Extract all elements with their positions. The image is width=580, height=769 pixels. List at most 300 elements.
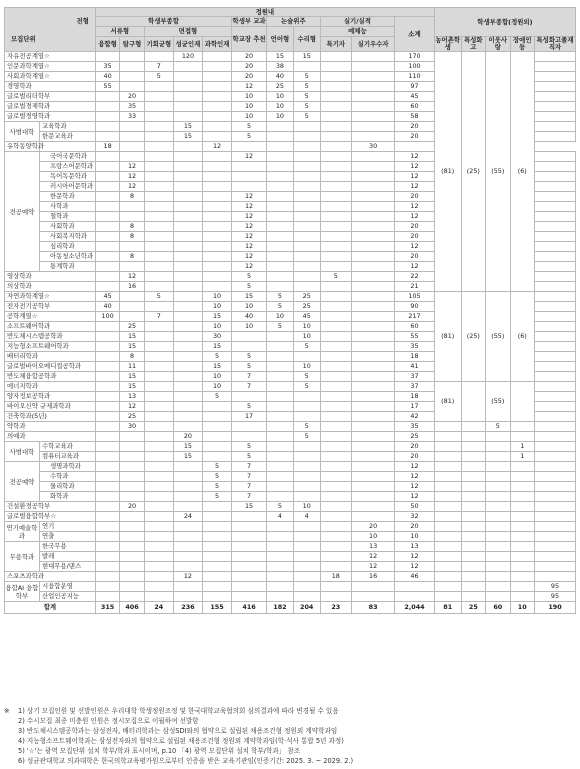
- quota-cell: [267, 252, 294, 262]
- quota-cell: [202, 192, 231, 202]
- out-quota-cell: [486, 522, 510, 532]
- out-quota-cell: [434, 482, 461, 492]
- quota-cell: [320, 322, 351, 332]
- unit-name: 소프트웨어학과: [5, 322, 96, 332]
- quota-cell: 10: [232, 302, 267, 312]
- quota-cell: [267, 132, 294, 142]
- subtotal-cell: 18: [395, 392, 435, 402]
- quota-cell: [232, 162, 267, 172]
- quota-cell: 12: [232, 252, 267, 262]
- subtotal-cell: 12: [395, 202, 435, 212]
- quota-cell: 10: [293, 362, 320, 372]
- out-quota-cell: [486, 582, 510, 592]
- subtotal-cell: 12: [395, 162, 435, 172]
- quota-cell: 7: [144, 312, 173, 322]
- table-row: [5, 562, 576, 572]
- out-quota-cell: [510, 562, 534, 572]
- quota-cell: 15: [120, 372, 144, 382]
- footnote: ※ 1) 상기 모집인원 및 선발인원은 우리대학 학생정원조정 및 한국대학교육협의회 심의결과에 따라 변경될 수 있음: [4, 707, 339, 715]
- quota-cell: [232, 562, 267, 572]
- quota-cell: [202, 592, 231, 602]
- unit-name: 심리학과: [39, 242, 95, 252]
- quota-cell: [267, 542, 294, 552]
- quota-cell: [173, 82, 202, 92]
- subtotal-cell: [395, 592, 435, 602]
- quota-cell: 10: [202, 302, 231, 312]
- quota-cell: [144, 262, 173, 272]
- total-out-cell: 25: [461, 602, 485, 614]
- quota-cell: [293, 442, 320, 452]
- header-col-science: 과학인재: [202, 37, 231, 52]
- unit-name: 산업인공지능: [39, 592, 95, 602]
- quota-cell: [352, 442, 395, 452]
- footnote: 3) 반도체시스템공학과는 삼성전자, 배터리학과는 삼성SDI와의 협약으로 설립된 채용조건형 정원외 계약학과임: [18, 727, 338, 735]
- quota-cell: [95, 562, 119, 572]
- quota-cell: [320, 82, 351, 92]
- out-quota-cell: [534, 402, 575, 412]
- quota-cell: [352, 172, 395, 182]
- unit-name: 시융합운영: [39, 582, 95, 592]
- out-quota-cell: 1: [510, 442, 534, 452]
- quota-cell: [120, 262, 144, 272]
- quota-cell: [173, 342, 202, 352]
- quota-cell: 10: [202, 322, 231, 332]
- header-col-disabled: 장애인등: [510, 37, 534, 52]
- quota-cell: 15: [173, 452, 202, 462]
- quota-cell: [144, 322, 173, 332]
- out-quota-cell: [534, 252, 575, 262]
- out-quota-cell: [434, 462, 461, 472]
- header-essay: 논술위주: [267, 17, 321, 27]
- quota-cell: [320, 112, 351, 122]
- quota-cell: 25: [120, 412, 144, 422]
- quota-cell: [293, 482, 320, 492]
- quota-cell: 15: [202, 312, 231, 322]
- quota-cell: [267, 452, 294, 462]
- out-quota-cell: [486, 452, 510, 462]
- quota-cell: [95, 362, 119, 372]
- quota-cell: [232, 142, 267, 152]
- quota-cell: [144, 582, 173, 592]
- unit-name: 경영학과: [5, 82, 96, 92]
- out-quota-cell: [486, 442, 510, 452]
- quota-cell: [144, 452, 173, 462]
- quota-cell: [352, 162, 395, 172]
- quota-cell: [173, 562, 202, 572]
- out-quota-cell: [534, 192, 575, 202]
- quota-cell: 5: [232, 362, 267, 372]
- quota-cell: [352, 92, 395, 102]
- out-quota-cell: [534, 462, 575, 472]
- unit-name: 전자전기공학부: [5, 302, 96, 312]
- header-col-math: 수리형: [293, 27, 320, 52]
- unit-name: 사회학과: [39, 222, 95, 232]
- table-row: [5, 492, 576, 502]
- out-quota-cell: [534, 172, 575, 182]
- subtotal-cell: 12: [395, 172, 435, 182]
- table-row: [5, 592, 576, 602]
- quota-cell: [232, 432, 267, 442]
- out-quota-cell: 95: [534, 592, 575, 602]
- subtotal-cell: [395, 582, 435, 592]
- quota-cell: [320, 252, 351, 262]
- out-quota-cell: [434, 472, 461, 482]
- out-quota-cell: [534, 532, 575, 542]
- quota-cell: [95, 152, 119, 162]
- out-quota-cell: [534, 82, 575, 92]
- quota-cell: 5: [293, 102, 320, 112]
- quota-cell: [352, 472, 395, 482]
- group-label: 사범대학: [5, 442, 40, 462]
- quota-cell: 5: [293, 112, 320, 122]
- out-quota-cell: [534, 152, 575, 162]
- out-quota-cell: [461, 452, 485, 462]
- out-quota-cell: [510, 502, 534, 512]
- quota-cell: [232, 552, 267, 562]
- quota-cell: 55: [95, 82, 119, 92]
- quota-cell: 30: [120, 422, 144, 432]
- header-document-type: 서류형: [95, 27, 144, 37]
- total-out-cell: 10: [510, 602, 534, 614]
- quota-cell: [144, 402, 173, 412]
- quota-cell: 5: [293, 82, 320, 92]
- out-quota-cell: [534, 392, 575, 402]
- quota-cell: [173, 242, 202, 252]
- quota-cell: [95, 132, 119, 142]
- quota-cell: 8: [120, 192, 144, 202]
- quota-cell: 12: [120, 272, 144, 282]
- quota-cell: [120, 532, 144, 542]
- quota-cell: [95, 512, 119, 522]
- header-col-practical: 실기우수자: [352, 37, 395, 52]
- quota-cell: [144, 492, 173, 502]
- out-quota-cell: [461, 552, 485, 562]
- quota-cell: [320, 532, 351, 542]
- out-quota-cell: [534, 242, 575, 252]
- out-quota-cell: [534, 542, 575, 552]
- quota-cell: [320, 222, 351, 232]
- quota-cell: [267, 172, 294, 182]
- quota-cell: 7: [232, 382, 267, 392]
- quota-cell: [173, 202, 202, 212]
- subtotal-cell: 37: [395, 382, 435, 392]
- header-subtotal: 소계: [395, 17, 435, 52]
- quota-cell: 45: [293, 312, 320, 322]
- quota-cell: [267, 332, 294, 342]
- quota-cell: [352, 52, 395, 62]
- quota-cell: [144, 92, 173, 102]
- quota-cell: 12: [352, 562, 395, 572]
- quota-cell: [232, 182, 267, 192]
- quota-cell: 8: [120, 232, 144, 242]
- header-col-fusion: 융합형: [95, 37, 119, 52]
- quota-cell: [352, 282, 395, 292]
- quota-cell: 5: [267, 292, 294, 302]
- quota-cell: [352, 72, 395, 82]
- quota-cell: [232, 582, 267, 592]
- out-quota-cell: [534, 362, 575, 372]
- quota-cell: [293, 192, 320, 202]
- quota-cell: [120, 492, 144, 502]
- quota-cell: [267, 532, 294, 542]
- footnote: 6) 성균관대학교 의과대학은 한국의학교육평가원으로부터 인증을 받은 교육기관임(인증기간: 2025. 3. ~ 2029. 2.): [18, 757, 354, 765]
- out-quota-cell: [510, 482, 534, 492]
- out-quota-cell: [534, 292, 575, 302]
- quota-cell: [293, 402, 320, 412]
- quota-cell: [144, 332, 173, 342]
- quota-cell: [352, 502, 395, 512]
- out-quota-cell: [510, 522, 534, 532]
- quota-cell: 5: [293, 432, 320, 442]
- out-quota-cell: [461, 502, 485, 512]
- subtotal-cell: 55: [395, 332, 435, 342]
- quota-cell: 25: [293, 292, 320, 302]
- quota-cell: [293, 222, 320, 232]
- quota-cell: [320, 52, 351, 62]
- quota-cell: [120, 302, 144, 312]
- quota-cell: 7: [232, 462, 267, 472]
- quota-cell: [144, 532, 173, 542]
- quota-cell: [95, 202, 119, 212]
- quota-cell: [173, 382, 202, 392]
- out-quota-cell: [534, 452, 575, 462]
- header-col-language: 언어형: [267, 27, 294, 52]
- subtotal-cell: 110: [395, 72, 435, 82]
- quota-cell: 10: [202, 382, 231, 392]
- quota-cell: [173, 492, 202, 502]
- unit-name: 자연과학계열☆: [5, 292, 96, 302]
- quota-cell: [173, 262, 202, 272]
- quota-cell: [173, 552, 202, 562]
- quota-cell: [320, 102, 351, 112]
- quota-cell: 8: [120, 352, 144, 362]
- out-quota-cell: [534, 182, 575, 192]
- quota-cell: [293, 162, 320, 172]
- quota-cell: 35: [120, 102, 144, 112]
- quota-cell: [267, 592, 294, 602]
- subtotal-cell: 30: [352, 142, 395, 152]
- quota-cell: [202, 82, 231, 92]
- unit-name: 수학교육과: [39, 442, 95, 452]
- quota-cell: 15: [232, 292, 267, 302]
- quota-cell: [352, 242, 395, 252]
- quota-cell: [293, 472, 320, 482]
- table-row: [5, 452, 576, 462]
- quota-cell: 5: [293, 342, 320, 352]
- quota-cell: [144, 252, 173, 262]
- quota-cell: [202, 432, 231, 442]
- quota-cell: [267, 492, 294, 502]
- quota-cell: [352, 422, 395, 432]
- quota-cell: [144, 482, 173, 492]
- header-col-balance: 기회균형: [144, 37, 173, 52]
- quota-cell: [144, 282, 173, 292]
- quota-cell: [144, 442, 173, 452]
- out-quota-cell: [461, 462, 485, 472]
- table-row: [5, 572, 576, 582]
- out-quota-cell: [434, 582, 461, 592]
- quota-cell: [352, 492, 395, 502]
- quota-cell: [173, 222, 202, 232]
- out-quota-cell: [534, 112, 575, 122]
- header-type-label: 전형: [76, 16, 89, 25]
- quota-cell: 100: [95, 312, 119, 322]
- unit-name: 반도체시스템공학과: [5, 332, 96, 342]
- quota-cell: [95, 332, 119, 342]
- quota-cell: [320, 172, 351, 182]
- table-row: [5, 522, 576, 532]
- quota-cell: [173, 312, 202, 322]
- quota-cell: 5: [202, 352, 231, 362]
- admission-table: [4, 7, 576, 614]
- quota-cell: [320, 492, 351, 502]
- unit-name: 한국무용: [39, 542, 95, 552]
- out-quota-cell: [486, 502, 510, 512]
- unit-name: 건축학과(5년): [5, 412, 96, 422]
- unit-name: 생명과학과: [39, 462, 95, 472]
- unit-name: 스포츠과학과: [5, 572, 96, 582]
- quota-cell: [352, 302, 395, 312]
- quota-cell: [352, 182, 395, 192]
- quota-cell: 12: [232, 202, 267, 212]
- quota-cell: [320, 472, 351, 482]
- quota-cell: [320, 432, 351, 442]
- quota-cell: [320, 452, 351, 462]
- quota-cell: [202, 62, 231, 72]
- subtotal-cell: 37: [395, 372, 435, 382]
- subtotal-cell: 20: [395, 442, 435, 452]
- out-quota-cell: [510, 532, 534, 542]
- quota-cell: [267, 472, 294, 482]
- quota-cell: [95, 352, 119, 362]
- unit-name: 연출: [39, 532, 95, 542]
- quota-cell: [352, 482, 395, 492]
- out-quota-cell: [486, 552, 510, 562]
- quota-cell: [293, 492, 320, 502]
- out-quota-cell: [510, 572, 534, 582]
- unit-name: 사회복지학과: [39, 232, 95, 242]
- out-quota-cell: [434, 442, 461, 452]
- out-quota-cell: [434, 562, 461, 572]
- quota-cell: [293, 522, 320, 532]
- quota-cell: [232, 572, 267, 582]
- quota-cell: [144, 472, 173, 482]
- unit-name: 연기: [39, 522, 95, 532]
- out-quota-cell: [534, 492, 575, 502]
- out-quota-cell: [534, 422, 575, 432]
- out-quota-cell: [534, 72, 575, 82]
- quota-cell: [173, 482, 202, 492]
- quota-cell: [320, 562, 351, 572]
- quota-cell: 25: [267, 82, 294, 92]
- quota-cell: [95, 492, 119, 502]
- merged-out-cell: (81): [434, 382, 461, 422]
- quota-cell: [95, 372, 119, 382]
- quota-cell: [320, 202, 351, 212]
- quota-cell: [232, 172, 267, 182]
- quota-cell: 5: [267, 302, 294, 312]
- out-quota-cell: [534, 102, 575, 112]
- quota-cell: [293, 132, 320, 142]
- quota-cell: [267, 362, 294, 372]
- unit-name: 건설환경공학부: [5, 502, 96, 512]
- quota-cell: [352, 152, 395, 162]
- quota-cell: [320, 342, 351, 352]
- quota-cell: [120, 62, 144, 72]
- quota-cell: 20: [120, 92, 144, 102]
- out-quota-cell: [534, 472, 575, 482]
- quota-cell: [202, 502, 231, 512]
- out-quota-cell: [461, 562, 485, 572]
- quota-cell: [202, 132, 231, 142]
- out-quota-cell: [461, 542, 485, 552]
- quota-cell: [144, 352, 173, 362]
- quota-cell: [144, 82, 173, 92]
- unit-name: 글로벌바이오메디컬공학과: [5, 362, 96, 372]
- quota-cell: [120, 562, 144, 572]
- quota-cell: [120, 212, 144, 222]
- quota-cell: 38: [267, 62, 294, 72]
- header-col-rural: 농어촌학생: [435, 36, 461, 51]
- quota-cell: [173, 412, 202, 422]
- footnotes: [4, 706, 576, 766]
- quota-cell: 8: [120, 252, 144, 262]
- quota-cell: [202, 202, 231, 212]
- total-out-cell: 81: [434, 602, 461, 614]
- out-quota-cell: [534, 432, 575, 442]
- header-col-principal: 학교장 추천: [232, 27, 267, 52]
- out-quota-cell: [534, 202, 575, 212]
- subtotal-cell: 58: [395, 112, 435, 122]
- quota-cell: [95, 522, 119, 532]
- unit-name: 약학과: [5, 422, 96, 432]
- quota-cell: [320, 462, 351, 472]
- out-quota-cell: 5: [486, 422, 510, 432]
- quota-cell: [95, 182, 119, 192]
- subtotal-cell: 20: [395, 452, 435, 462]
- table-row: [5, 442, 576, 452]
- quota-cell: 10: [267, 92, 294, 102]
- unit-name: 물리학과: [39, 482, 95, 492]
- quota-cell: [95, 122, 119, 132]
- quota-cell: 16: [352, 572, 395, 582]
- unit-name: 아동청소년학과: [39, 252, 95, 262]
- quota-cell: 40: [232, 312, 267, 322]
- group-label: 전공예약: [5, 462, 40, 502]
- quota-cell: [202, 262, 231, 272]
- total-cell: 416: [232, 602, 267, 614]
- quota-cell: 10: [202, 372, 231, 382]
- quota-cell: [95, 592, 119, 602]
- quota-cell: [144, 432, 173, 442]
- group-label: 융합AI 융합학부: [5, 583, 39, 600]
- quota-cell: [352, 392, 395, 402]
- total-subtotal: 2,044: [395, 602, 435, 614]
- merged-out-cell: (81): [434, 292, 461, 382]
- quota-cell: [320, 552, 351, 562]
- quota-cell: [120, 152, 144, 162]
- quota-cell: [293, 272, 320, 282]
- quota-cell: 20: [352, 522, 395, 532]
- quota-cell: [144, 552, 173, 562]
- out-quota-cell: [534, 322, 575, 332]
- quota-cell: [202, 232, 231, 242]
- subtotal-cell: 20: [395, 192, 435, 202]
- quota-cell: [202, 452, 231, 462]
- quota-cell: [320, 412, 351, 422]
- unit-name: 글로벌리더학부: [5, 92, 96, 102]
- quota-cell: 5: [293, 372, 320, 382]
